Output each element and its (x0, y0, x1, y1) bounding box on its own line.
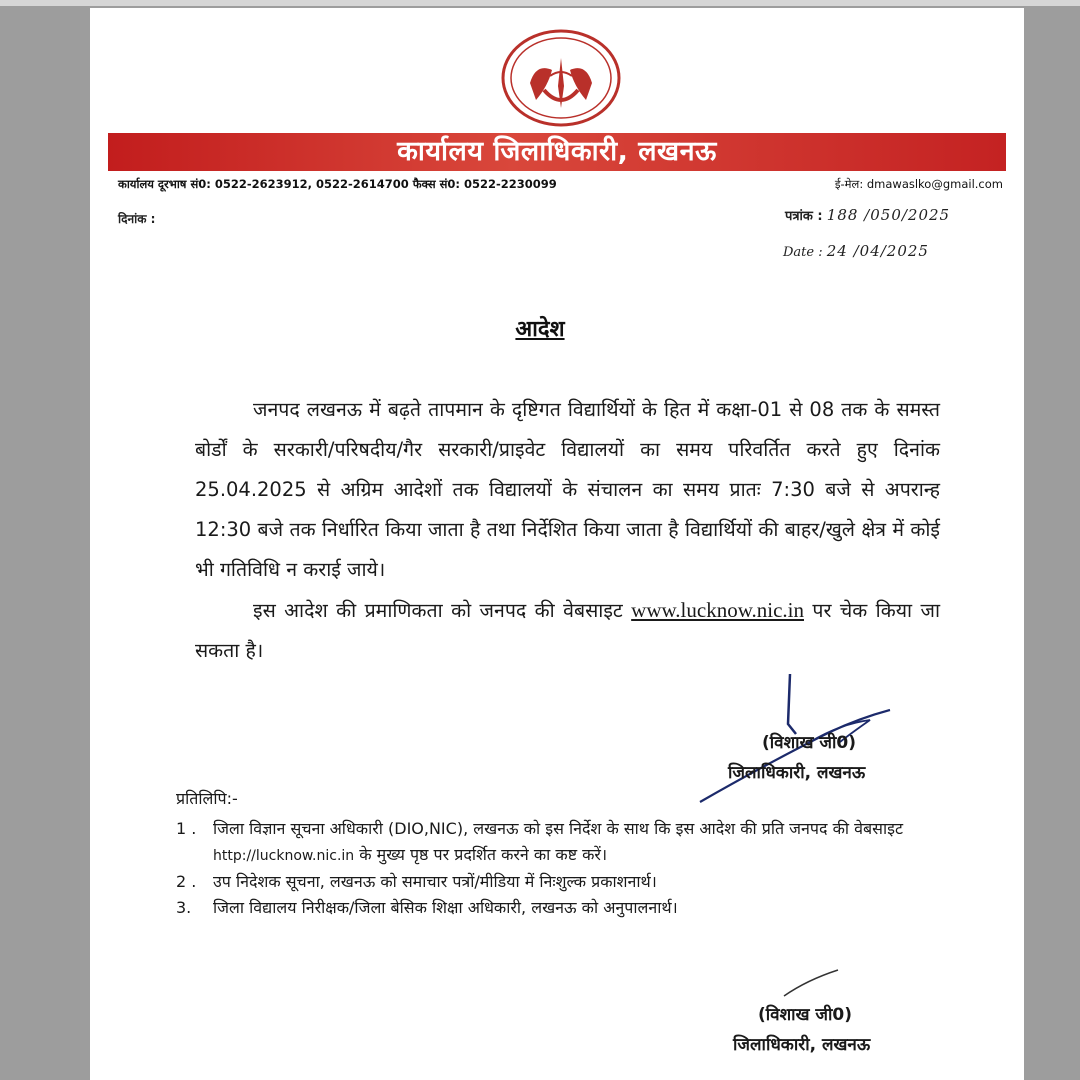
copy-item-text-b: के मुख्य पृष्ठ पर प्रदर्शित करने का कष्ट करें। (359, 845, 608, 864)
copy-item-text: जिला विद्यालय निरीक्षक/जिला बेसिक शिक्षा अधिकारी, लखनऊ को अनुपालनार्थ। (213, 898, 678, 917)
copy-item-number: 1 . (176, 819, 197, 838)
up-government-emblem-icon (500, 28, 622, 128)
handwritten-date (783, 242, 929, 260)
order-paragraph-2 (195, 590, 940, 671)
signatory-2-designation: जिलाधिकारी, लखनऊ (733, 1035, 871, 1055)
date-value: 24 /04/2025 (826, 242, 929, 260)
copy-list (176, 786, 973, 921)
copy-item-url[interactable]: http://lucknow.nic.in (213, 848, 355, 864)
signatory-1-designation: जिलाधिकारी, लखनऊ (728, 763, 866, 783)
reference-value: 188 /050/2025 (826, 206, 951, 224)
copy-item-text: उप निदेशक सूचना, लखनऊ को समाचार पत्रों/मीडिया में निःशुल्क प्रकाशनार्थ। (213, 872, 657, 891)
order-heading: आदेश (515, 317, 565, 342)
signatory-2-name: (विशाख जी0) (758, 1005, 853, 1025)
dinank-label: दिनांक : (118, 212, 156, 226)
order-paragraph-2-pre: इस आदेश की प्रमाणिकता को जनपद की वेबसाइट (253, 599, 623, 622)
order-body (195, 390, 940, 671)
copy-item-text (213, 816, 973, 869)
signatory-1 (728, 728, 866, 788)
top-border-strip (0, 0, 1080, 6)
date-label: Date : (783, 245, 823, 260)
reference-label: पत्रांक : (785, 209, 823, 224)
website-link[interactable]: www.lucknow.nic.in (631, 598, 804, 622)
copy-item (176, 816, 973, 869)
reference-number (785, 206, 950, 224)
order-paragraph-2-post: पर चेक किया जा सकता है। (195, 599, 940, 662)
office-phone-fax: कार्यालय दूरभाष सं0: 0522-2623912, 0522-2614700 फैक्स सं0: 0522-2230099 (118, 177, 557, 191)
copy-item (176, 869, 973, 895)
office-title-banner: कार्यालय जिलाधिकारी, लखनऊ (108, 133, 1006, 171)
copy-item-number: 2 . (176, 872, 197, 891)
office-email: ई-मेल: dmawaslko@gmail.com (834, 177, 1003, 191)
signatory-2 (733, 1000, 870, 1060)
signatory-1-name: (विशाख जी0) (762, 733, 857, 753)
order-paragraph-1: जनपद लखनऊ में बढ़ते तापमान के दृष्टिगत विद्यार्थियों के हित में कक्षा-01 से 08 तक के समस्त बोर्डों के सरकारी/परिषदीय/गैर सरकारी/प्राइवेट विद्यालयों का समय परिवर्तित करते हुए दिनांक 25.04.2025 से अग्रिम आदेशों तक विद्यालयों के संचालन का समय प्रातः 7:30 बजे से अपरान्ह 12:30 बजे तक निर्धारित किया जाता है तथा निर्देशित किया जाता है विद्यार्थियों की बाहर/खुले क्षेत्र में कोई भी गतिविधि न कराई जाये। (195, 398, 940, 581)
copy-item (176, 895, 973, 921)
copy-item-number: 3. (176, 898, 192, 917)
copy-item-text-a: जिला विज्ञान सूचना अधिकारी (DIO,NIC), लखनऊ को इस निर्देश के साथ कि इस आदेश की प्रति जनपद की वेबसाइट (213, 819, 904, 838)
copy-list-title: प्रतिलिपि:- (176, 789, 238, 808)
signature-2-handwriting (782, 968, 842, 998)
